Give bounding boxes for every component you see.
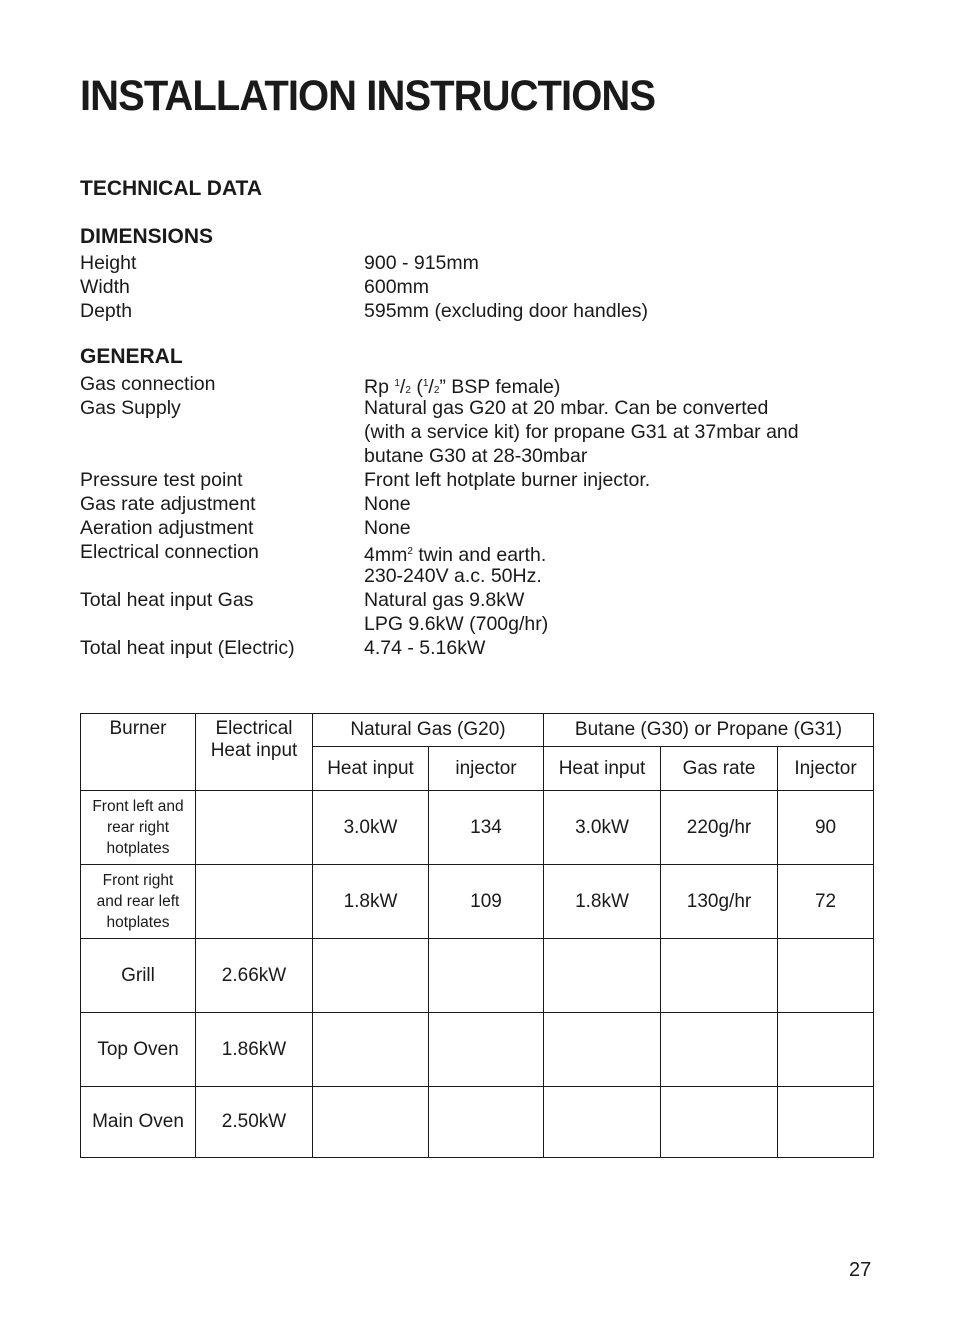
cell-lpg-injector bbox=[778, 1013, 874, 1087]
spec-label: Gas connection bbox=[80, 373, 216, 395]
spec-label: Total heat input (Electric) bbox=[80, 637, 295, 659]
header-electrical-line: Electrical bbox=[215, 718, 293, 739]
burner-line: and rear left bbox=[96, 893, 180, 910]
spec-value: None bbox=[364, 517, 411, 539]
spec-value: 900 - 915mm bbox=[364, 252, 479, 274]
spec-label: Aeration adjustment bbox=[80, 517, 254, 539]
table-row bbox=[81, 1087, 874, 1158]
page-number: 27 bbox=[849, 1259, 872, 1281]
electrical-value-suffix: twin and earth. bbox=[412, 544, 547, 566]
header-natural-gas: Natural Gas (G20) bbox=[313, 714, 544, 747]
fraction-numerator: 1 bbox=[394, 378, 400, 389]
cell-burner bbox=[81, 865, 196, 939]
cell-ng-injector: 109 bbox=[429, 865, 544, 939]
spec-value: LPG 9.6kW (700g/hr) bbox=[364, 613, 549, 635]
cell-ng-injector bbox=[429, 1087, 544, 1158]
spec-label: Width bbox=[80, 276, 130, 298]
spec-label: Pressure test point bbox=[80, 469, 243, 491]
spec-label: Height bbox=[80, 252, 137, 274]
fraction-numerator: 1 bbox=[422, 378, 429, 389]
cell-lpg-injector: 90 bbox=[778, 791, 874, 865]
cell-burner: Grill bbox=[81, 939, 196, 1013]
table-row bbox=[81, 1013, 874, 1087]
header-lpg-gas-rate: Gas rate bbox=[661, 747, 778, 791]
fraction-denominator: 2 bbox=[405, 385, 411, 396]
cell-lpg-heat bbox=[544, 1087, 661, 1158]
cell-lpg-rate bbox=[661, 939, 778, 1013]
header-lpg-injector: Injector bbox=[778, 747, 874, 791]
spec-label: Gas rate adjustment bbox=[80, 493, 256, 515]
cell-lpg-injector bbox=[778, 939, 874, 1013]
electrical-value-prefix: 4mm bbox=[364, 544, 408, 566]
cell-burner: Main Oven bbox=[81, 1087, 196, 1158]
cell-lpg-rate bbox=[661, 1013, 778, 1087]
cell-electrical bbox=[196, 791, 313, 865]
cell-burner: Top Oven bbox=[81, 1013, 196, 1087]
cell-lpg-heat: 3.0kW bbox=[544, 791, 661, 865]
spec-value: butane G30 at 28-30mbar bbox=[364, 445, 588, 467]
fraction-slash: / bbox=[428, 376, 434, 398]
spec-value: None bbox=[364, 493, 411, 515]
spec-value: (with a service kit) for propane G31 at 37mbar and bbox=[364, 421, 799, 443]
cell-lpg-injector bbox=[778, 1087, 874, 1158]
cell-lpg-heat bbox=[544, 1013, 661, 1087]
header-electrical-line: Heat input bbox=[210, 740, 298, 761]
header-lpg-heat-input: Heat input bbox=[544, 747, 661, 791]
burner-line: Front left and bbox=[92, 798, 184, 815]
header-butane-propane: Butane (G30) or Propane (G31) bbox=[544, 714, 874, 747]
general-heading: GENERAL bbox=[80, 345, 183, 368]
cell-burner bbox=[81, 791, 196, 865]
cell-lpg-rate: 220g/hr bbox=[661, 791, 778, 865]
cell-lpg-rate bbox=[661, 1087, 778, 1158]
cell-lpg-rate: 130g/hr bbox=[661, 865, 778, 939]
spec-value: Natural gas 9.8kW bbox=[364, 589, 525, 611]
gas-connection-suffix: ” BSP female) bbox=[439, 376, 561, 398]
header-electrical bbox=[196, 714, 313, 791]
table-row bbox=[81, 865, 874, 939]
gas-connection-mid: ( bbox=[410, 376, 423, 398]
burner-data-table bbox=[80, 713, 874, 1158]
cell-ng-heat bbox=[313, 1013, 429, 1087]
cell-lpg-injector: 72 bbox=[778, 865, 874, 939]
cell-ng-heat: 1.8kW bbox=[313, 865, 429, 939]
table-row bbox=[81, 939, 874, 1013]
spec-value: 4.74 - 5.16kW bbox=[364, 637, 486, 659]
spec-label: Depth bbox=[80, 300, 133, 322]
page-title: INSTALLATION INSTRUCTIONS bbox=[80, 72, 656, 120]
burner-line: Front right bbox=[102, 872, 174, 889]
table-header-row bbox=[81, 714, 874, 747]
cell-ng-injector: 134 bbox=[429, 791, 544, 865]
burner-line: rear right bbox=[106, 819, 170, 836]
cell-ng-injector bbox=[429, 939, 544, 1013]
header-ng-heat-input: Heat input bbox=[313, 747, 429, 791]
cell-electrical bbox=[196, 865, 313, 939]
cell-ng-heat bbox=[313, 1087, 429, 1158]
cell-ng-heat: 3.0kW bbox=[313, 791, 429, 865]
cell-ng-injector bbox=[429, 1013, 544, 1087]
spec-value: Natural gas G20 at 20 mbar. Can be converted bbox=[364, 397, 769, 419]
gas-connection-prefix: Rp bbox=[364, 376, 395, 398]
spec-label: Electrical connection bbox=[80, 541, 259, 563]
technical-data-heading: TECHNICAL DATA bbox=[80, 177, 262, 200]
spec-label: Gas Supply bbox=[80, 397, 181, 419]
burner-line: hotplates bbox=[106, 914, 170, 931]
cell-electrical: 1.86kW bbox=[196, 1013, 313, 1087]
fraction-denominator: 2 bbox=[433, 385, 440, 396]
superscript: 2 bbox=[407, 546, 413, 557]
spec-value: 595mm (excluding door handles) bbox=[364, 300, 648, 322]
header-burner: Burner bbox=[81, 714, 196, 791]
dimensions-heading: DIMENSIONS bbox=[80, 225, 214, 248]
cell-lpg-heat: 1.8kW bbox=[544, 865, 661, 939]
cell-lpg-heat bbox=[544, 939, 661, 1013]
table-row bbox=[81, 791, 874, 865]
spec-value: 600mm bbox=[364, 276, 430, 298]
fraction-slash: / bbox=[399, 376, 406, 398]
spec-value: Front left hotplate burner injector. bbox=[364, 469, 651, 491]
cell-electrical: 2.66kW bbox=[196, 939, 313, 1013]
spec-value bbox=[364, 540, 546, 567]
spec-label: Total heat input Gas bbox=[80, 589, 254, 611]
cell-ng-heat bbox=[313, 939, 429, 1013]
spec-value: 230-240V a.c. 50Hz. bbox=[364, 565, 542, 587]
header-ng-injector: injector bbox=[429, 747, 544, 791]
burner-line: hotplates bbox=[106, 840, 170, 857]
cell-electrical: 2.50kW bbox=[196, 1087, 313, 1158]
